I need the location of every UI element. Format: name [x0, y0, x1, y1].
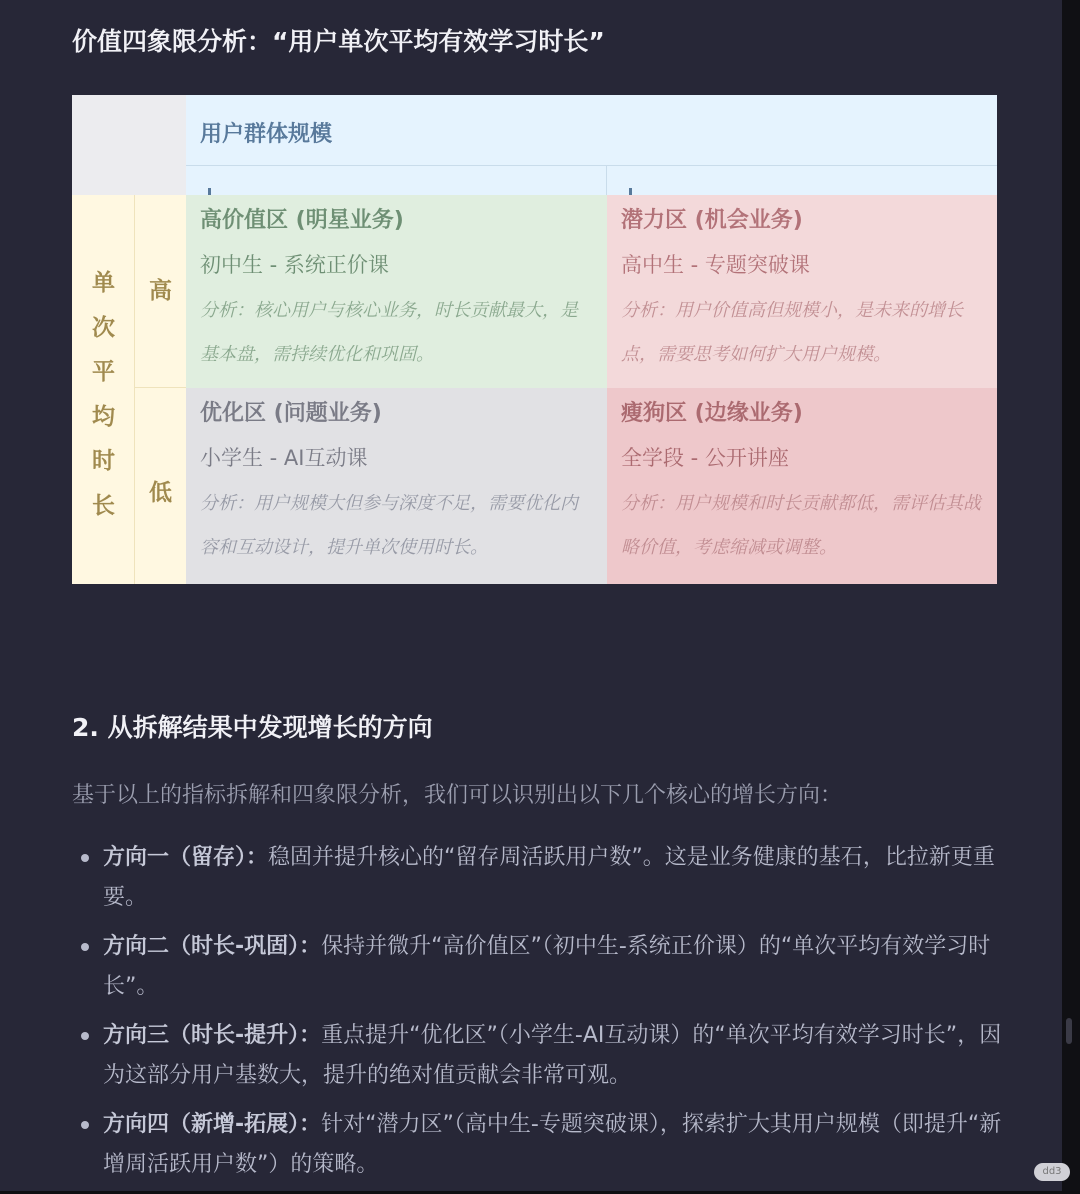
row-axis-char: 单 [92, 270, 115, 296]
value-quadrant-table [72, 95, 997, 584]
column-header-label: 用户群体规模 [200, 122, 333, 147]
quadrant-star [186, 195, 607, 388]
row-level-low-label: 低 [149, 480, 172, 506]
direction-text: 针对“潜力区”（高中生-专题突破课），探索扩大其用户规模（即提升“新增周活跃用户数”）的策略。 [103, 1112, 1002, 1177]
row-axis-label [72, 195, 135, 584]
row-level-high [135, 195, 186, 388]
quadrant-title: 优化区 (问题业务) [200, 401, 382, 426]
direction-text: 重点提升“优化区”（小学生-AI互动课）的“单次平均有效学习时长”，因为这部分用户基数大，提升的绝对值贡献会非常可观。 [103, 1023, 1002, 1088]
quadrant-problem [186, 388, 607, 584]
direction-text: 稳固并提升核心的“留存周活跃用户数”。这是业务健康的基石，比拉新更重要。 [103, 845, 995, 910]
subheader-marker [629, 188, 632, 195]
row-axis-text [72, 261, 135, 528]
direction-label: 方向一（留存）： [103, 845, 269, 870]
growth-direction-list [72, 838, 1002, 1194]
quadrant-dog [607, 388, 997, 584]
row-axis-char: 次 [92, 314, 115, 341]
direction-label: 方向三（时长-提升）： [103, 1023, 322, 1048]
section-title-quadrant: 价值四象限分析：“用户单次平均有效学习时长” [72, 27, 605, 56]
quadrant-subtitle: 初中生 - 系统正价课 [200, 253, 389, 277]
quadrant-description: 分析：用户价值高但规模小，是未来的增长点，需要思考如何扩大用户规模。 [621, 300, 963, 365]
subheader-marker [208, 188, 211, 195]
row-axis-char: 平 [92, 359, 115, 385]
row-level-low [135, 388, 186, 584]
quadrant-subtitle: 全学段 - 公开讲座 [621, 446, 789, 470]
section-intro: 基于以上的指标拆解和四象限分析，我们可以识别出以下几个核心的增长方向： [72, 783, 843, 808]
list-item [72, 838, 1002, 918]
section-title-growth: 2. 从拆解结果中发现增长的方向 [72, 713, 433, 742]
quadrant-description: 分析：用户规模大但参与深度不足，需要优化内容和互动设计，提升单次使用时长。 [200, 493, 578, 558]
quadrant-title: 瘦狗区 (边缘业务) [621, 401, 803, 426]
row-level-high-label: 高 [149, 278, 172, 304]
watermark-logo: dd3 [1034, 1163, 1070, 1181]
quadrant-title: 高价值区 (明星业务) [200, 208, 404, 233]
quadrant-subtitle: 小学生 - AI互动课 [200, 446, 368, 470]
bullet-dot-icon [81, 1121, 89, 1129]
row-axis-char: 均 [92, 403, 115, 430]
bullet-dot-icon [81, 854, 89, 862]
right-margin [1062, 0, 1080, 1191]
scrollbar-thumb[interactable] [1066, 1018, 1072, 1044]
list-item [72, 927, 1002, 1007]
bullet-dot-icon [81, 1032, 89, 1040]
list-item [72, 1105, 1002, 1185]
direction-label: 方向二（时长-巩固）： [103, 934, 322, 959]
direction-label: 方向四（新增-拓展）： [103, 1112, 322, 1137]
row-axis-char: 时 [92, 448, 115, 474]
quadrant-description: 分析：核心用户与核心业务，时长贡献最大，是基本盘，需持续优化和巩固。 [200, 300, 578, 365]
quadrant-subtitle: 高中生 - 专题突破课 [621, 253, 810, 277]
column-subheader-left [186, 166, 607, 195]
row-axis-char: 长 [92, 492, 115, 519]
list-item [72, 1016, 1002, 1096]
quadrant-title: 潜力区 (机会业务) [621, 208, 803, 233]
quadrant-description: 分析：用户规模和时长贡献都低，需评估其战略价值，考虑缩减或调整。 [621, 493, 981, 558]
direction-text: 保持并微升“高价值区”（初中生-系统正价课）的“单次平均有效学习时长”。 [103, 934, 991, 999]
bullet-dot-icon [81, 943, 89, 951]
column-subheader-right [607, 166, 997, 195]
quadrant-opportunity [607, 195, 997, 388]
table-corner-cell [72, 95, 186, 195]
column-header-user-scale [186, 95, 997, 166]
